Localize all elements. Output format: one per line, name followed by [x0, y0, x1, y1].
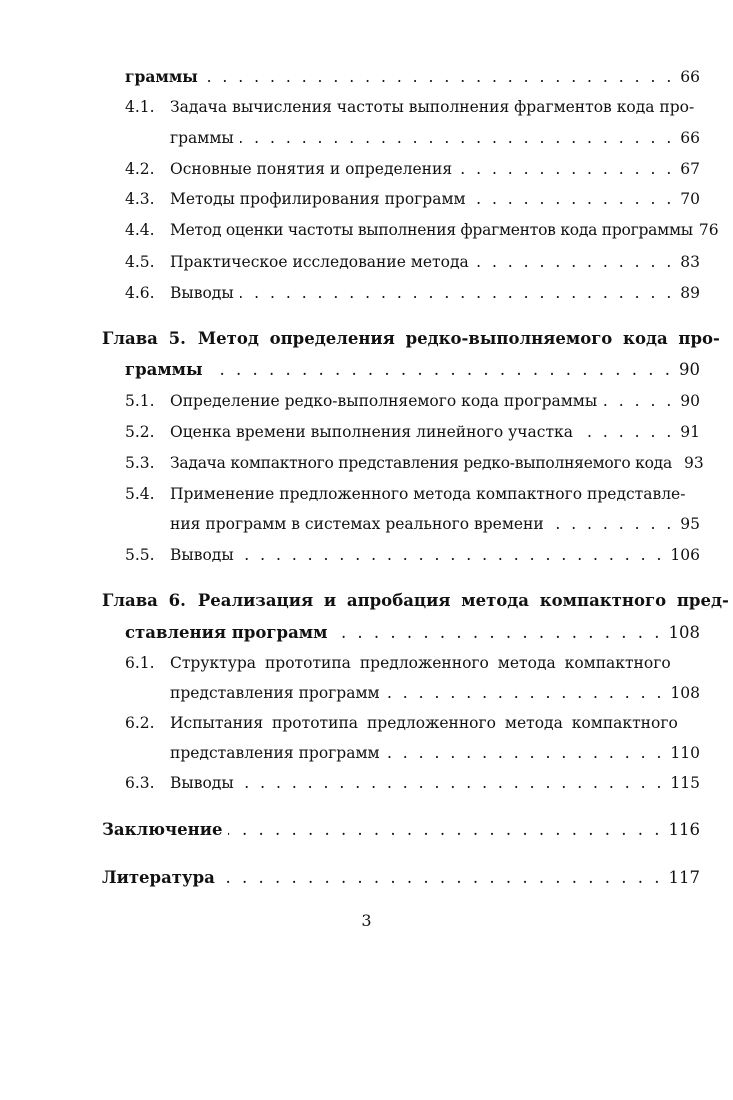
- toc-item-4-1-line1: [125, 97, 700, 117]
- leader-dots: [228, 820, 662, 840]
- toc-page: 117: [668, 868, 700, 887]
- leader-dots: [221, 868, 663, 888]
- toc-item-title: Выводы: [170, 546, 234, 564]
- toc-item-5-1: [125, 391, 700, 411]
- toc-item-num: 4.3.: [125, 190, 155, 208]
- toc-page: 95: [680, 515, 700, 533]
- toc-item-title: Определение редко-выполняемого кода программы: [170, 392, 598, 410]
- toc-item-5-5: [125, 545, 700, 565]
- toc-item-5-3: [125, 453, 704, 473]
- toc-item-num: 4.6.: [125, 284, 155, 302]
- toc-chapter-5-line1: [102, 329, 720, 349]
- leader-dots: [240, 128, 675, 148]
- toc-item-4-5: [125, 252, 700, 272]
- leader-dots: [472, 189, 675, 209]
- toc-item-5-2: [125, 422, 700, 442]
- leader-dots: [240, 545, 665, 565]
- toc-chapter-6-line2: [125, 623, 700, 643]
- toc-item-title: Практическое исследование метода: [170, 253, 469, 271]
- toc-item-title: Методы профилирования программ: [170, 190, 466, 208]
- toc-item-num: 5.5.: [125, 546, 155, 564]
- toc-item-num: 4.2.: [125, 160, 155, 178]
- chapter-title-cont: граммы: [125, 360, 203, 379]
- toc-item-num: 5.2.: [125, 423, 155, 441]
- leader-dots: [333, 623, 662, 643]
- toc-item-title-cont: представления программ: [170, 744, 380, 762]
- toc-item-5-4-line1: [125, 484, 700, 504]
- chapter-label: Глава 5.: [102, 329, 186, 348]
- leader-dots: [475, 252, 675, 272]
- toc-literature-title: Литература: [102, 868, 215, 887]
- toc-item-title: Задача вычисления частоты выполнения фрагментов кода про-: [170, 98, 695, 116]
- toc-item-title: Выводы: [170, 284, 234, 302]
- toc-page: 106: [670, 546, 700, 564]
- chapter-label: Глава 6.: [102, 591, 186, 610]
- toc-item-num: 6.3.: [125, 774, 155, 792]
- leader-dots: [550, 514, 675, 534]
- toc-item-6-2-line2: [170, 743, 700, 763]
- toc-item-4-6: [125, 283, 700, 303]
- toc-item-title: Выводы: [170, 774, 234, 792]
- page-number: 3: [361, 911, 372, 930]
- toc-page: 108: [668, 623, 700, 642]
- toc-conclusion-title: Заключение: [102, 820, 223, 839]
- toc-page: 67: [680, 160, 700, 178]
- leader-dots: [458, 159, 674, 179]
- toc-ch4-tail: [125, 67, 700, 87]
- toc-item-num: 5.3.: [125, 454, 155, 472]
- toc-item-6-1-line2: [170, 683, 700, 703]
- toc-page: 90: [680, 392, 700, 410]
- toc-item-num: 4.1.: [125, 98, 155, 116]
- leader-dots: [386, 743, 665, 763]
- toc-item-4-2: [125, 159, 700, 179]
- toc-item-title: Метод оценки частоты выполнения фрагментов кода программы: [170, 221, 693, 239]
- toc-item-title: Оценка времени выполнения линейного участка: [170, 423, 573, 441]
- toc-item-title: Структура прототипа предложенного метода компактного: [170, 654, 671, 672]
- toc-item-title: Основные понятия и определения: [170, 160, 453, 178]
- toc-item-num: 4.5.: [125, 253, 155, 271]
- toc-chapter-6-line1: [102, 591, 729, 611]
- toc-item-num: 5.1.: [125, 392, 155, 410]
- toc-page: 90: [679, 360, 700, 379]
- toc-item-num: 6.1.: [125, 654, 155, 672]
- toc-item-4-3: [125, 189, 700, 209]
- toc-chapter-5-line2: [125, 360, 700, 380]
- toc-page: 91: [680, 423, 700, 441]
- toc-item-title-cont: представления программ: [170, 684, 380, 702]
- leader-dots: [204, 67, 674, 87]
- chapter-title: Метод определения редко-выполняемого кода про-: [197, 329, 720, 348]
- leader-dots: [579, 422, 674, 442]
- toc-page: 70: [680, 190, 700, 208]
- leader-dots: [603, 391, 674, 411]
- toc-page: 89: [680, 284, 700, 302]
- toc-page: 76: [698, 221, 719, 239]
- toc-page: 110: [670, 744, 700, 762]
- toc-conclusion: [102, 820, 700, 840]
- toc-item-title: Задача компактного представления редко-выполняемого кода: [170, 454, 672, 472]
- toc-item-6-3: [125, 773, 700, 793]
- toc-literature: [102, 868, 700, 888]
- toc-page: 93: [683, 454, 704, 472]
- toc-page: 108: [670, 684, 700, 702]
- toc-item-6-1-line1: [125, 653, 700, 673]
- leader-dots: [240, 773, 665, 793]
- toc-ch4-tail-text: граммы: [125, 67, 198, 86]
- toc-item-num: 5.4.: [125, 485, 155, 503]
- toc-item-title-cont: граммы: [170, 129, 234, 147]
- toc-page: 66: [680, 68, 700, 86]
- leader-dots: [386, 683, 665, 703]
- toc-item-5-4-line2: [170, 514, 700, 534]
- toc-item-num: 6.2.: [125, 714, 155, 732]
- leader-dots: [209, 360, 673, 380]
- toc-page: 83: [680, 253, 700, 271]
- toc-page: 115: [670, 774, 700, 792]
- leader-dots: [240, 283, 675, 303]
- chapter-title-cont: ставления программ: [125, 623, 328, 642]
- toc-item-6-2-line1: [125, 713, 700, 733]
- chapter-title: Реализация и апробация метода компактного пред-: [197, 591, 729, 610]
- toc-item-title: Испытания прототипа предложенного метода компактного: [170, 714, 678, 732]
- toc-item-4-1-line2: [170, 128, 700, 148]
- toc-item-title: Применение предложенного метода компактного представле-: [170, 485, 686, 503]
- toc-item-num: 4.4.: [125, 221, 155, 239]
- toc-page: 116: [668, 820, 700, 839]
- toc-item-title-cont: ния программ в системах реального времени: [170, 515, 544, 533]
- toc-page: 66: [680, 129, 700, 147]
- toc-item-4-4: [125, 220, 719, 240]
